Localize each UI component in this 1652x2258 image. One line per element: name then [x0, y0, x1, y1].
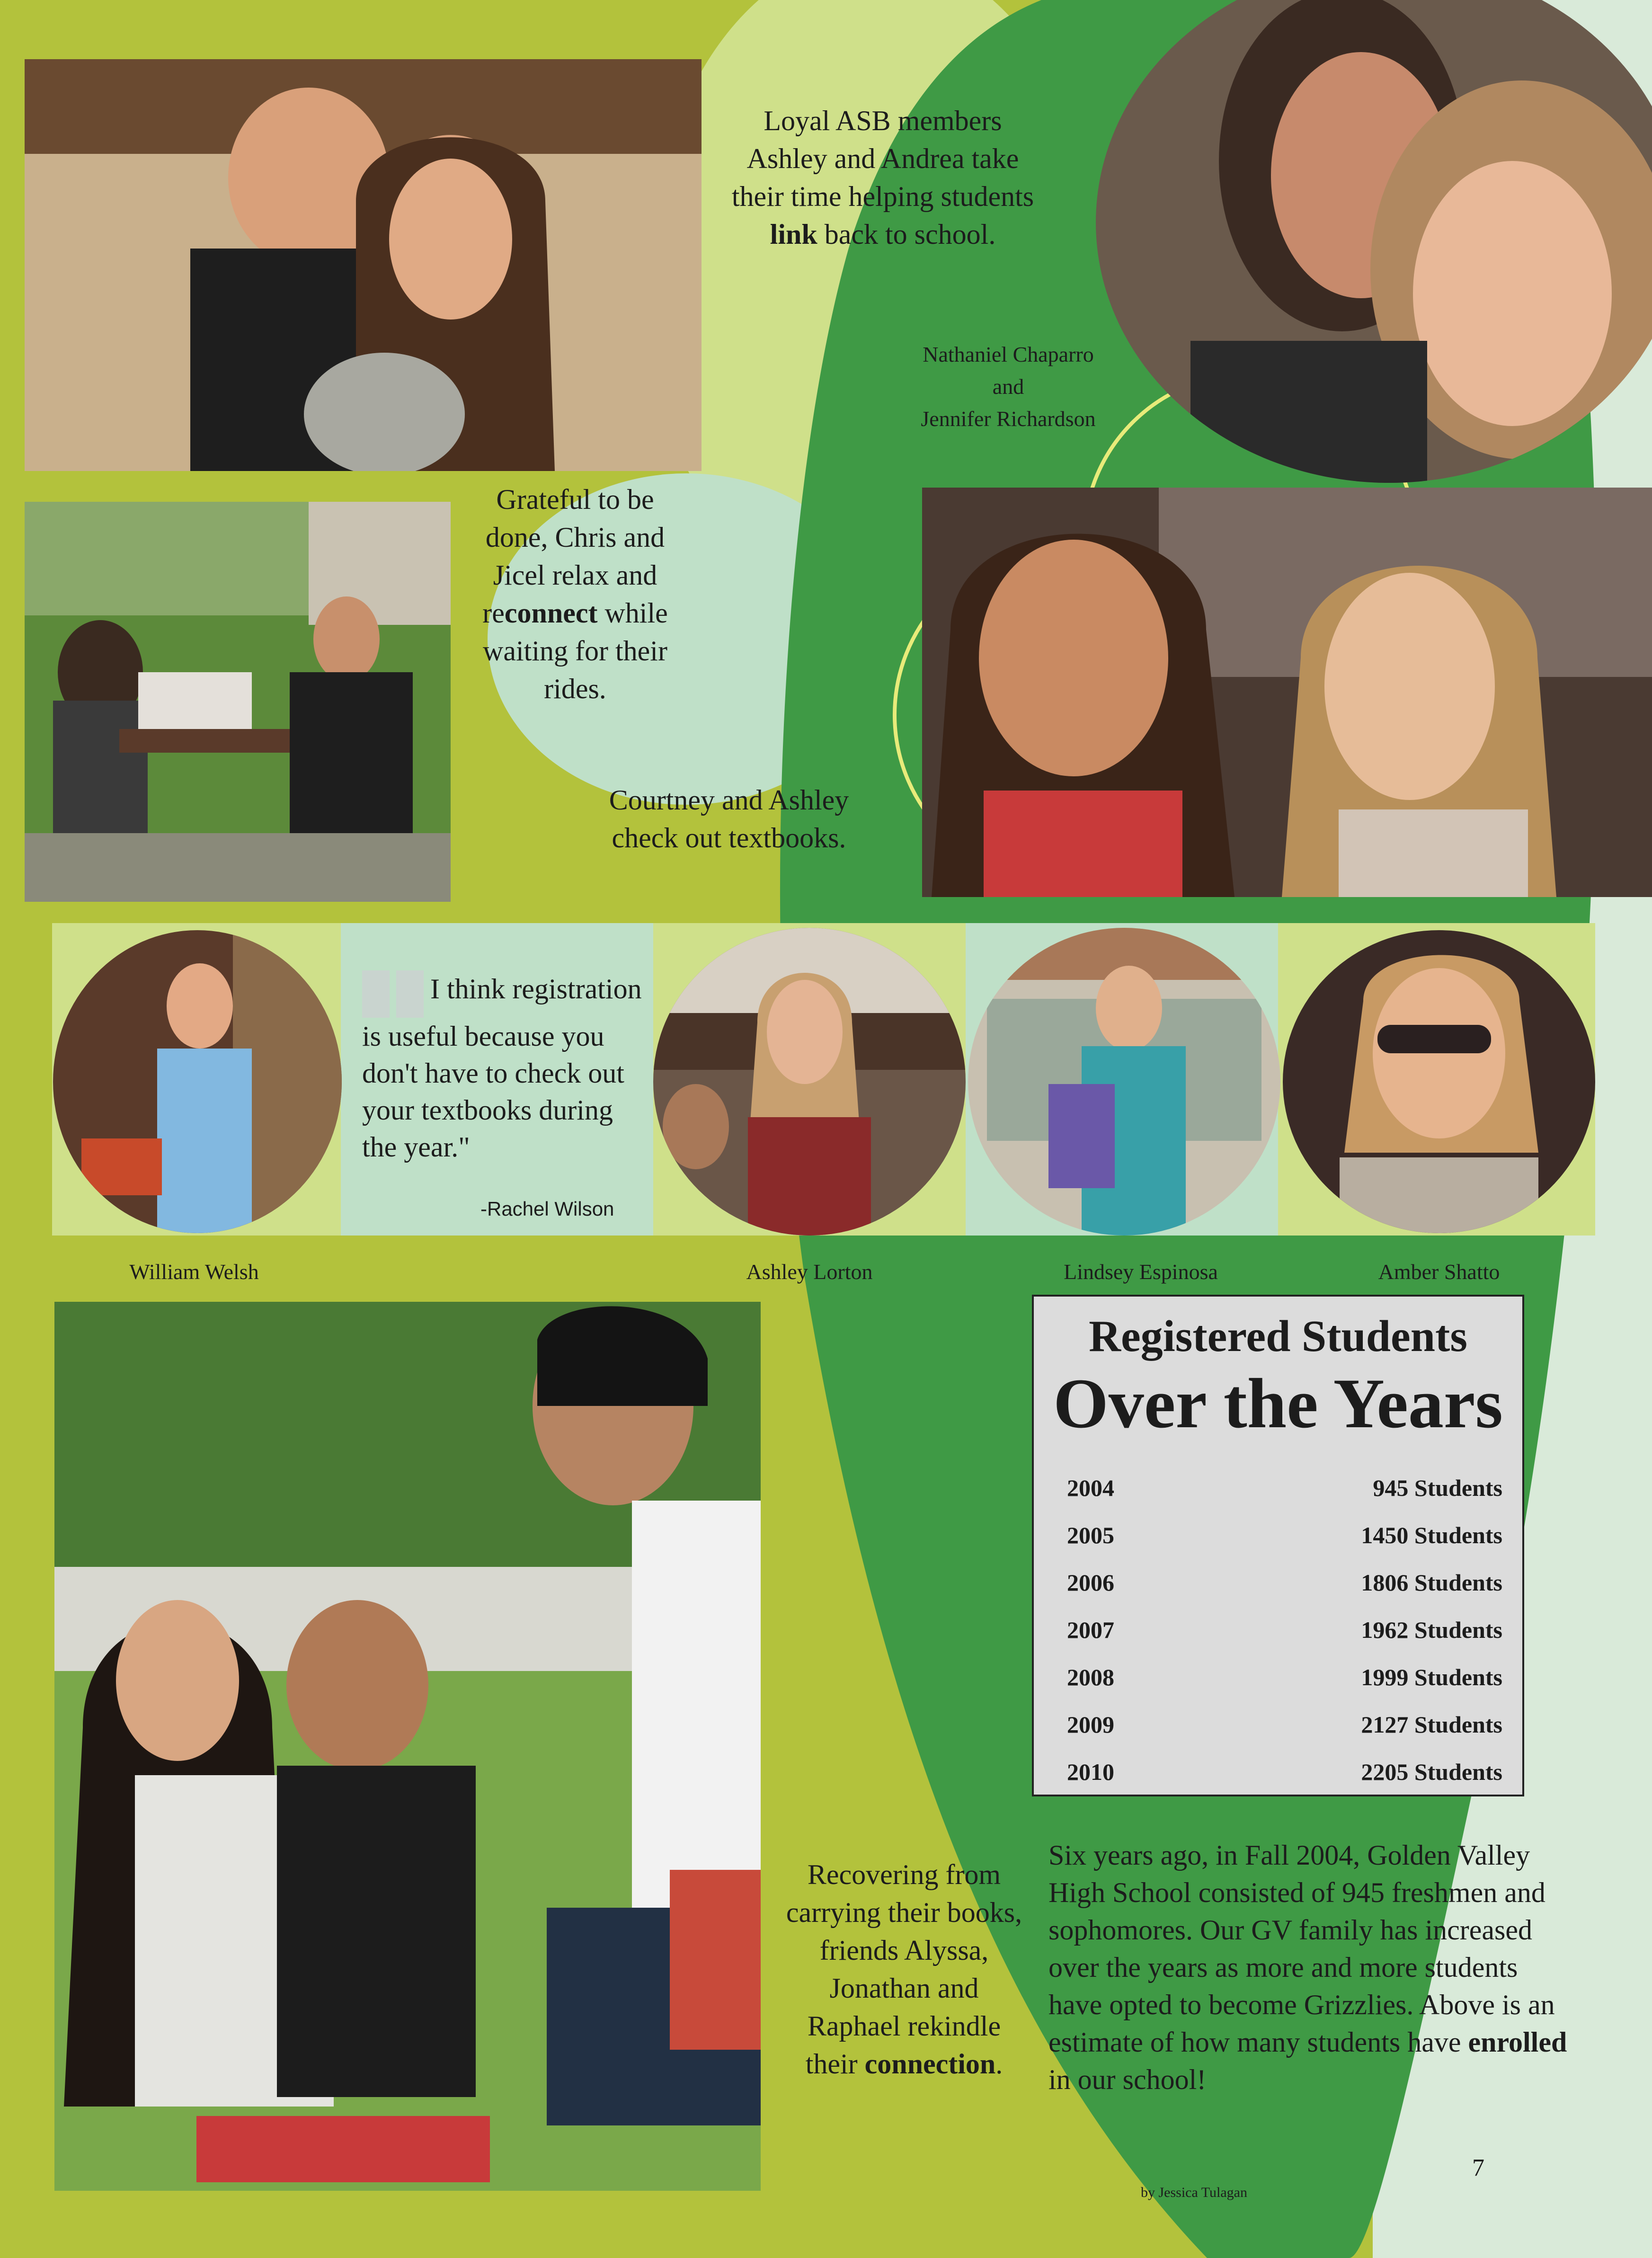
- quote-attribution: -Rachel Wilson: [480, 1198, 614, 1220]
- table-subtitle: Over the Years: [1053, 1364, 1503, 1443]
- quote-rachel-wilson: [362, 970, 646, 1165]
- name-nathaniel: Nathaniel Chaparro: [923, 342, 1094, 366]
- caption-alyssa-jonathan-raphael: Recovering from carrying their books, friends Alyssa, Jonathan and Raphael rekindle their connection.: [786, 1859, 1022, 2080]
- table-row: 2010 2205 Students: [1067, 1759, 1502, 1785]
- photo-ashley-lorton: [653, 928, 966, 1236]
- name-and: and: [992, 374, 1024, 399]
- story-text: Six years ago, in Fall 2004, Golden Valley High School consisted of 945 freshmen and sophomores. Our GV family has increased over the years as more and more students have opted to become Grizzlies. Above is an estimate of how many students have enrolled in our school!: [1048, 1840, 1567, 2095]
- table-row: 2009 2127 Students: [1067, 1711, 1502, 1738]
- name-ashley-lorton: Ashley Lorton: [746, 1260, 873, 1284]
- photo-asb-members: [25, 59, 702, 471]
- photo-lindsey-espinosa: [968, 928, 1280, 1236]
- caption-asb-members: Loyal ASB members Ashley and Andrea take their time helping students link back to school.: [731, 105, 1034, 250]
- quote-mark-left: [362, 970, 390, 1018]
- byline: by Jessica Tulagan: [1141, 2185, 1247, 2200]
- name-amber-shatto: Amber Shatto: [1378, 1260, 1500, 1284]
- quote-text: I think registration is useful because you don't have to check out your textbooks during the year.": [362, 973, 642, 1163]
- caption-courtney-ashley: Courtney and Ashley check out textbooks.: [609, 784, 849, 853]
- table-row: 2004 945 Students: [1067, 1475, 1502, 1501]
- photo-chris-jicel: [25, 502, 451, 902]
- name-jennifer: Jennifer Richardson: [921, 407, 1096, 431]
- name-lindsey-espinosa: Lindsey Espinosa: [1064, 1260, 1218, 1284]
- quote-mark-right: [396, 970, 424, 1018]
- photo-courtney-ashley: [922, 488, 1652, 897]
- page-number: 7: [1472, 2154, 1484, 2181]
- name-william-welsh: William Welsh: [129, 1260, 259, 1284]
- table-title: Registered Students: [1089, 1312, 1467, 1361]
- name-nathaniel-jennifer: [890, 338, 1127, 435]
- registered-students-table: [1032, 1295, 1524, 1796]
- photo-william-welsh: [53, 930, 342, 1233]
- table-row: 2008 1999 Students: [1067, 1664, 1502, 1690]
- photo-alyssa-jonathan-raphael: [54, 1302, 761, 2191]
- caption-chris-jicel: Grateful to be done, Chris and Jicel relax and reconnect while waiting for their rides.: [482, 484, 668, 704]
- photo-amber-shatto: [1283, 930, 1595, 1233]
- table-row: 2007 1962 Students: [1067, 1617, 1502, 1643]
- table-row: 2005 1450 Students: [1067, 1522, 1502, 1548]
- table-row: 2006 1806 Students: [1067, 1569, 1502, 1596]
